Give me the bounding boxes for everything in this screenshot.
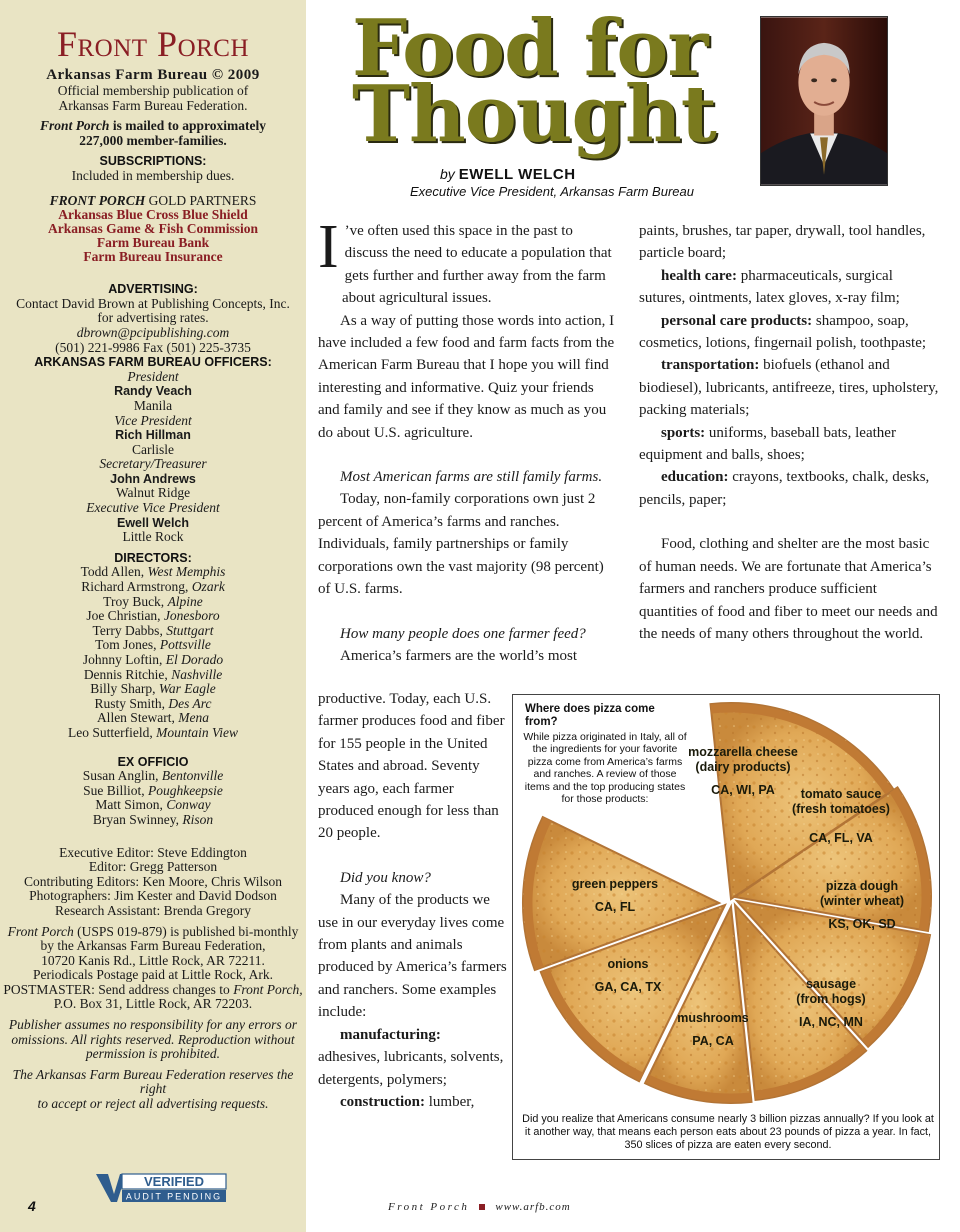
advertising-line: Contact David Brown at Publishing Concepts, Inc. <box>16 295 290 311</box>
page-number: 4 <box>28 1198 36 1214</box>
staff-credit: Contributing Editors: Ken Moore, Chris Wilson <box>24 873 282 889</box>
question-heading: Most American farms are still family farms. <box>340 469 603 486</box>
officer-town: Manila <box>133 397 173 413</box>
directors-entry <box>0 609 306 624</box>
footer-bullet <box>479 1204 485 1210</box>
person-town: Conway <box>166 797 211 813</box>
person-name: Rusty Smith, <box>94 695 169 711</box>
disclaimer: Publisher assumes no responsibility for any errors or <box>8 1017 298 1033</box>
slice-label-mozzarella: mozzarella cheese (dairy products) CA, WI, PA <box>688 745 798 797</box>
question-heading: Did you know? <box>340 869 431 886</box>
slice-label-peppers: green peppers CA, FL <box>571 877 659 914</box>
officer-role: Vice President <box>114 412 192 428</box>
person-town: Alpine <box>167 593 203 609</box>
slice-label-mushrooms: mushrooms PA, CA <box>677 1011 749 1048</box>
pizza-intro: While pizza originated in Italy, all of the ingredients for your favorite pizza come from America’s farms and ranches. A review of those items and the top producing states for those products: <box>523 731 687 806</box>
subscriptions-heading: SUBSCRIPTIONS: <box>99 154 207 169</box>
category-name: health care: <box>661 267 737 284</box>
reserves-right: The Arkansas Farm Bureau Federation reserves the right <box>12 1066 294 1097</box>
person-name: Joe Christian, <box>86 608 164 624</box>
staff-credit: Research Assistant: Brenda Gregory <box>54 902 252 918</box>
gold-partner: Farm Bureau Insurance <box>83 249 223 265</box>
advertising-phone: (501) 221-9986 Fax (501) 225-3735 <box>55 339 251 355</box>
person-name: Susan Anglin, <box>82 768 162 784</box>
product-category <box>639 354 939 421</box>
category-name: transportation: <box>661 357 760 374</box>
author-name: EWELL WELCH <box>458 166 576 183</box>
product-category <box>639 265 939 310</box>
gold-partner: Farm Bureau Bank <box>96 235 210 251</box>
title-line-2: Thought <box>352 69 716 160</box>
person-town: Des Arc <box>168 695 212 711</box>
directors-entry <box>0 580 306 595</box>
question-heading: How many people does one farmer feed? <box>340 625 586 642</box>
mailed-line: Front Porch is mailed to approximately <box>40 118 266 134</box>
closing-paragraph: Food, clothing and shelter are the most basic of human needs. We are fortunate that America’s farmers and ranchers produce sufficient quantities of food and fiber to meet our needs and the needs of many others throughout the world. <box>639 536 938 642</box>
exofficio-entry <box>0 784 306 799</box>
officer-role: Secretary/Treasurer <box>99 456 207 472</box>
exofficio-heading: EX OFFICIO <box>117 754 189 769</box>
slice-label-sausage: sausage (from hogs) IA, NC, MN <box>796 977 866 1029</box>
directors-entry <box>0 668 306 683</box>
category-items: crayons, textbooks, chalk, desks, pencils, paper; <box>639 469 930 508</box>
footer-url[interactable]: www.arfb.com <box>495 1201 571 1213</box>
person-town: Ozark <box>191 579 225 595</box>
author-position: Executive Vice President, Arkansas Farm Bureau <box>410 184 694 199</box>
paragraph: America’s farmers are the world’s most <box>340 647 578 664</box>
person-town: West Memphis <box>147 564 226 580</box>
product-category <box>639 466 939 511</box>
directors-entry <box>0 711 306 726</box>
person-town: War Eagle <box>158 681 216 697</box>
person-town: Poughkeepsie <box>147 782 223 798</box>
paragraph: As a way of putting those words into action, I have included a few food and farm facts from the American Farm Bureau that I hope you will find interesting and informative. Quiz your friends and family and see if they know as much as you do about U.S. agriculture. <box>318 312 615 441</box>
officer-town: Little Rock <box>122 529 184 545</box>
official-line-2: Arkansas Farm Bureau Federation. <box>58 97 248 113</box>
paragraph: Today, non-family corporations own just 2 percent of America’s farms and ranches. Individuals, family partnerships or family corporations own the vast majority (98 percent) of U.S. farms. <box>318 491 604 598</box>
advertising-email[interactable]: dbrown@pcipublishing.com <box>76 324 230 340</box>
category-name: sports: <box>661 424 706 441</box>
product-category <box>639 422 939 467</box>
person-name: Bryan Swinney, <box>92 811 183 827</box>
advertising-heading: ADVERTISING: <box>108 282 198 297</box>
postmaster-address: P.O. Box 31, Little Rock, AR 72203. <box>53 996 253 1012</box>
reserves-right: to accept or reject all advertising requests. <box>37 1096 269 1112</box>
person-town: El Dorado <box>165 652 224 667</box>
publication-info: Periodicals Postage paid at Little Rock, Ark. <box>33 967 273 983</box>
category-text: adhesives, lubricants, solvents, detergents, polymers; <box>318 1049 504 1088</box>
sidebar-masthead <box>0 0 306 1232</box>
title-line-1: Food for <box>352 3 708 94</box>
gold-partner: Arkansas Game & Fish Commission <box>47 221 258 237</box>
person-name: Troy Buck, <box>103 593 168 609</box>
gold-partners-heading: FRONT PORCH GOLD PARTNERS <box>49 192 257 208</box>
officer-role: Executive Vice President <box>86 500 220 516</box>
staff-credit: Photographers: Jim Kester and David Dodson <box>29 888 277 904</box>
postmaster: POSTMASTER: Send address changes to Front Porch, <box>3 981 303 997</box>
directors-entry <box>0 653 306 668</box>
publication-info: Front Porch (USPS 019-879) is published bi-monthly <box>7 923 299 939</box>
drop-cap: I <box>318 213 339 281</box>
person-name: Allen Stewart, <box>96 710 179 726</box>
author-portrait <box>760 16 888 186</box>
person-name: Dennis Ritchie, <box>83 666 172 682</box>
article-column-1-lower <box>318 688 508 1113</box>
person-town: Rison <box>182 811 214 827</box>
paragraph: Many of the products we use in our everyday lives come from plants and animals produced by America’s farmers and ranchers. Some examples include: <box>318 892 507 1021</box>
directors-entry <box>0 624 306 639</box>
article-column-2 <box>639 220 939 645</box>
slice-label-onions: onions GA, CA, TX <box>594 957 662 994</box>
byline: by EWELL WELCH <box>440 166 576 183</box>
officer-role: President <box>127 368 179 384</box>
person-name: Terry Dabbs, <box>92 622 167 638</box>
person-name: Tom Jones, <box>95 637 160 653</box>
person-name: Leo Sutterfield, <box>68 724 157 740</box>
article-title <box>352 3 716 160</box>
pizza-infographic <box>512 694 940 1160</box>
verified-audit-logo <box>96 1172 228 1204</box>
product-category <box>639 310 939 355</box>
directors-entry <box>0 595 306 610</box>
paragraph-intro: I ’ve often used this space in the past to discuss the need to educate a population that gets further and further away from the farm about agricultural issues. <box>318 213 612 307</box>
staff-credit: Executive Editor: Steve Eddington <box>59 844 247 860</box>
verified-text: VERIFIED <box>144 1174 204 1189</box>
directors-entry <box>0 726 306 741</box>
person-town: Pottsville <box>159 637 211 653</box>
disclaimer: permission is prohibited. <box>85 1046 221 1062</box>
category-items: uniforms, baseball bats, leather equipment and balls, shoes; <box>639 424 896 464</box>
mailed-count: 227,000 member-families. <box>79 132 227 148</box>
category-text: paints, brushes, tar paper, drywall, tool handles, particle board; <box>639 223 926 262</box>
category-items: shampoo, soap, cosmetics, lotions, fingernail polish, toothpaste; <box>639 312 927 352</box>
audit-pending-text: AUDIT PENDING <box>125 1191 223 1202</box>
person-town: Mountain View <box>156 724 238 740</box>
subscriptions-text: Included in membership dues. <box>71 167 235 183</box>
officer-name: John Andrews <box>110 471 196 486</box>
publication-info: by the Arkansas Farm Bureau Federation, <box>40 938 266 954</box>
person-name: Sue Billiot, <box>83 782 148 798</box>
slice-label-tomato: tomato sauce (fresh tomatoes) CA, FL, VA <box>792 787 890 845</box>
footer-publication: Front Porch <box>388 1201 470 1213</box>
category-construction: construction: lumber, <box>340 1093 475 1110</box>
staff-credit: Editor: Gregg Patterson <box>88 859 218 875</box>
exofficio-entry <box>0 769 306 784</box>
officers-heading: ARKANSAS FARM BUREAU OFFICERS: <box>34 355 272 370</box>
advertising-line: for advertising rates. <box>97 310 209 326</box>
exofficio-list <box>0 769 306 827</box>
category-items: pharmaceuticals, surgical sutures, ointments, latex gloves, x-ray film; <box>639 267 900 307</box>
category-heading: manufacturing: <box>340 1026 441 1043</box>
person-name: Richard Armstrong, <box>81 579 192 595</box>
person-town: Bentonville <box>161 768 224 784</box>
officer-town: Carlisle <box>132 441 174 457</box>
officer-town: Walnut Ridge <box>115 485 191 501</box>
directors-heading: DIRECTORS: <box>114 550 192 565</box>
exofficio-entry <box>0 813 306 828</box>
officer-name: Ewell Welch <box>116 515 189 530</box>
disclaimer: omissions. All rights reserved. Reproduction without <box>11 1031 295 1047</box>
pizza-footnote: Did you realize that Americans consume nearly 3 billion pizzas annually? If you look at it another way, that means each person eats about 23 pounds of pizza a year. In fact, 350 slices of pizza are eaten every second. <box>522 1113 934 1151</box>
person-name: Johnny Loftin, <box>82 652 166 667</box>
copyright: Arkansas Farm Bureau © 2009 <box>46 67 260 83</box>
person-town: Mena <box>178 710 210 726</box>
officers-list <box>0 370 306 545</box>
official-line-1: Official membership publication of <box>57 83 249 98</box>
publication-info: 10720 Kanis Rd., Little Rock, AR 72211. <box>41 952 265 968</box>
officer-name: Randy Veach <box>114 384 192 399</box>
staff-credits <box>0 846 306 919</box>
gold-partner: Arkansas Blue Cross Blue Shield <box>58 207 248 223</box>
paragraph: productive. Today, each U.S. farmer produces food and fiber for 155 people in the United States and abroad. Seventy years ago, each farmer produced enough for less than 20 people. <box>318 691 505 842</box>
product-examples-list <box>639 265 939 511</box>
person-town: Jonesboro <box>163 608 220 624</box>
directors-entry <box>0 697 306 712</box>
exofficio-entry <box>0 798 306 813</box>
person-town: Stuttgart <box>166 622 214 638</box>
officer-name: Rich Hillman <box>115 428 191 443</box>
person-town: Nashville <box>171 666 223 682</box>
article-column-1 <box>318 213 618 667</box>
slice-label-dough: pizza dough (winter wheat) KS, OK, SD <box>819 879 905 931</box>
directors-list <box>0 565 306 740</box>
person-name: Billy Sharp, <box>90 681 159 697</box>
person-name: Matt Simon, <box>95 797 167 813</box>
directors-entry <box>0 638 306 653</box>
directors-entry <box>0 565 306 580</box>
page-footer <box>388 1201 571 1213</box>
category-name: education: <box>661 469 729 486</box>
person-name: Todd Allen, <box>80 564 148 580</box>
masthead-logo: Front Porch <box>56 24 250 64</box>
pizza-heading: Where does pizza come from? <box>525 703 655 728</box>
category-name: personal care products: <box>661 312 813 329</box>
directors-entry <box>0 682 306 697</box>
category-items: biofuels (ethanol and biodiesel), lubricants, antifreeze, tires, upholstery, packing materials; <box>639 357 939 419</box>
